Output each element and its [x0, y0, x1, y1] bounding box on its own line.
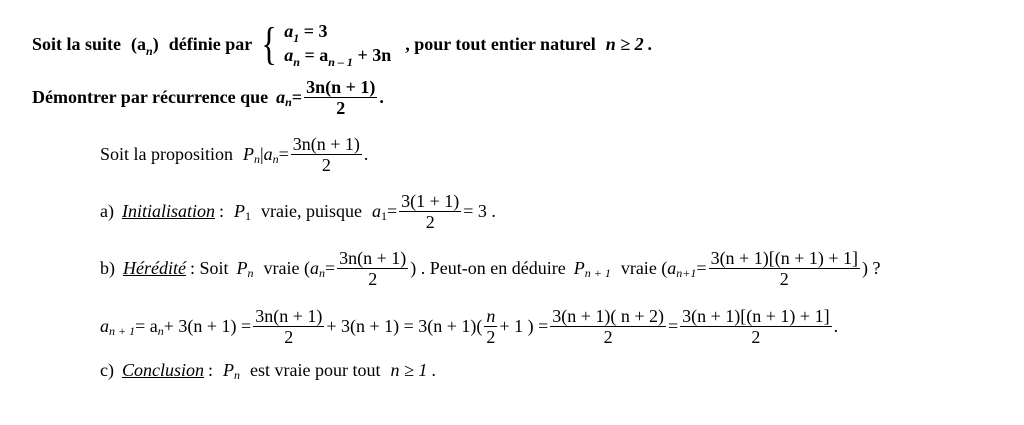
conclusion-line: c) Conclusion : P n est vraie pour tout n ≥ 1 .	[100, 359, 437, 382]
recurrence-relation: $a_n = a_{n - 1} + 3n$	[284, 45, 392, 69]
goal-fraction: $\frac{3n(n + 1)}{2}$	[306, 76, 376, 118]
calc-fraction-1: $\frac{3n(n + 1)}{2}$	[255, 305, 323, 347]
calculation-line: a n + 1 = a n + 3(n + 1) = $\frac{3n(n + 1)}{2}$ + 3(n + 1) = 3(n + 1)( $\frac{n}{2}$ + 1 ) = $\frac{3(n + 1)( n + 2)}{2}$ = $\frac{3(n + 1)[(n + 1) + 1]}{2}$ .	[100, 305, 839, 347]
for-all-text: , pour tout entier naturel	[405, 33, 596, 54]
initialisation-fraction: $\frac{3(1 + 1)}{2}$	[401, 190, 460, 232]
initialisation-title: Initialisation	[121, 200, 215, 221]
statement-intro: Soit la suite	[32, 33, 122, 54]
calc-fraction-4: $\frac{3(n + 1)[(n + 1) + 1]}{2}$	[682, 305, 830, 347]
conclusion-title: Conclusion	[121, 359, 204, 380]
calc-fraction-3: $\frac{3(n + 1)( n + 2)}{2}$	[552, 305, 664, 347]
proposition-fraction: $\frac{3n(n + 1)}{2}$	[292, 133, 360, 175]
initial-term: $a_1 = 3$	[284, 21, 328, 45]
initialisation-line: a) Initialisation : P 1 vraie, puisque a 1 = $\frac{3(1 + 1)}{2}$ = 3 .	[100, 190, 496, 232]
goal-text: Démontrer par récurrence que	[32, 86, 269, 107]
range-condition: n ≥ 2 .	[605, 33, 653, 54]
proposition-line: Soit la proposition P n | a n = $\frac{3n(n + 1)}{2}$ .	[100, 133, 369, 175]
heredite-line: b) Hérédité : Soit P n vraie ( a n = $\frac{3n(n + 1)}{2}$ ) . Peut-on en déduire P n + 1 vraie ( a n+1 = $\frac{3(n + 1)[(n + 1) + 1]}{2}$ ) ?	[100, 247, 881, 289]
calc-fraction-2: $\frac{n}{2}$	[486, 305, 496, 347]
heredite-title: Hérédité	[123, 257, 186, 278]
goal-line: Démontrer par récurrence que a n = $\frac{3n(n + 1)}{2}$ .	[32, 76, 384, 118]
defined-by-text: définie par	[168, 33, 253, 54]
heredite-fraction-an: $\frac{3n(n + 1)}{2}$	[339, 247, 407, 289]
statement-line	[32, 18, 653, 69]
sequence-symbol: $(a_n)$	[131, 33, 159, 58]
definition-system	[284, 20, 391, 68]
proposition-text: Soit la proposition	[100, 143, 234, 164]
heredite-fraction-an1: $\frac{3(n + 1)[(n + 1) + 1]}{2}$	[710, 247, 858, 289]
system-brace: {	[261, 18, 277, 69]
